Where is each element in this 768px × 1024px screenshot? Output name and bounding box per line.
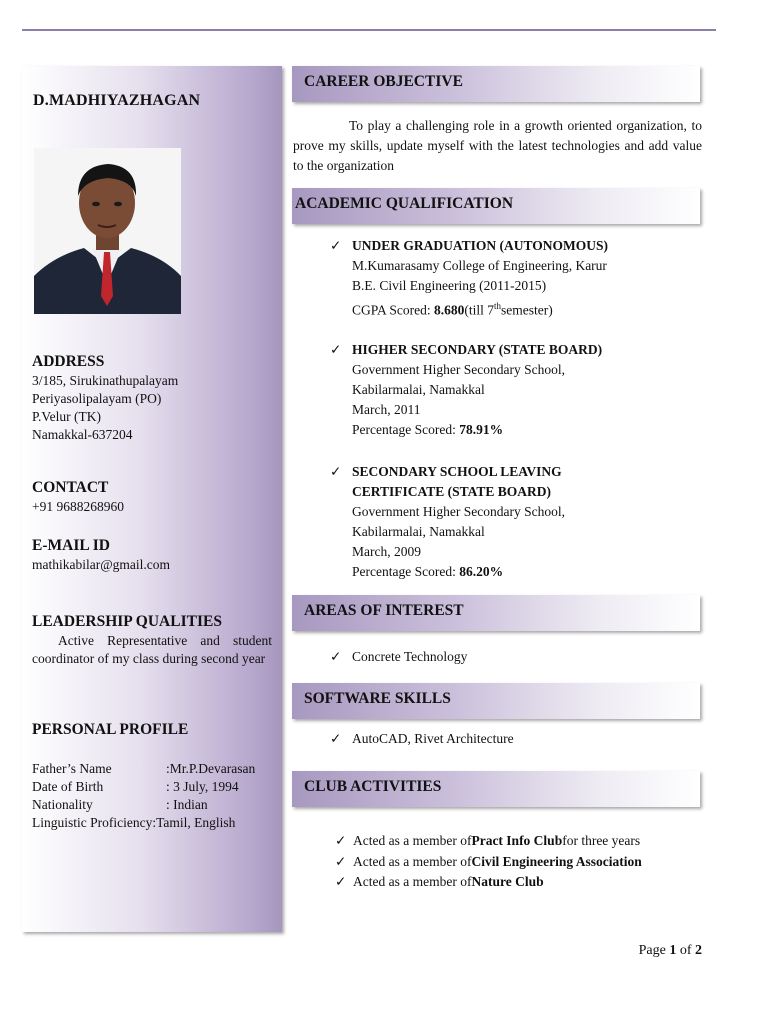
score-label: CGPA Scored: [352, 302, 435, 318]
score-note: semester) [501, 302, 553, 318]
address-heading: ADDRESS [32, 353, 105, 370]
list-item [335, 852, 642, 873]
qualification-title: SECONDARY SCHOOL LEAVING [352, 464, 562, 479]
profile-row [32, 814, 255, 832]
list-item [335, 872, 642, 893]
profile-key: Linguistic Proficiency: [32, 815, 157, 830]
qualification-title: HIGHER SECONDARY (STATE BOARD) [352, 342, 603, 357]
profile-key: Nationality [32, 797, 93, 812]
percentage-line [330, 562, 565, 582]
software-list [330, 729, 514, 750]
section-title: CLUB ACTIVITIES [304, 778, 442, 795]
ug-qualification [330, 236, 608, 321]
profile-key: Father’s Name [32, 761, 112, 776]
qualification-title-line2: CERTIFICATE (STATE BOARD) [352, 484, 552, 499]
profile-value: Tamil, English [156, 815, 236, 830]
address-line: P.Velur (TK) [32, 409, 101, 424]
qualification-title: UNDER GRADUATION (AUTONOMOUS) [352, 238, 609, 253]
club-prefix: Acted as a member of [353, 853, 472, 869]
club-prefix: Acted as a member of [353, 874, 472, 889]
profile-row [32, 778, 255, 796]
school-place: Kabilarmalai, Namakkal [352, 524, 485, 539]
top-divider [22, 29, 716, 31]
hsc-qualification [330, 340, 602, 440]
personal-profile-block [32, 720, 255, 832]
list-item [335, 831, 642, 852]
profile-row [32, 760, 255, 778]
list-item [330, 729, 514, 750]
percentage-line [330, 420, 602, 440]
score-note: (till 7 [464, 302, 495, 318]
club-name: Nature Club [471, 874, 544, 889]
check-icon: ✓ [335, 853, 347, 869]
academic-qualification-banner [292, 188, 700, 224]
passing-date: March, 2009 [352, 544, 421, 559]
software-item: AutoCAD, Rivet Architecture [352, 731, 514, 746]
leadership-block [32, 612, 272, 668]
club-list [335, 831, 642, 893]
club-prefix: Acted as a member of [353, 833, 472, 848]
club-suffix: for three years [562, 833, 641, 848]
profile-photo [34, 148, 181, 314]
club-name: Pract Info Club [471, 833, 563, 848]
club-activities-banner [292, 771, 700, 807]
email-address: mathikabilar@gmail.com [32, 557, 171, 572]
career-objective-text: To play a challenging role in a growth oriented organization, to prove my skills, update myself with the latest technologies and add value to the organization [293, 118, 702, 173]
degree-name: B.E. Civil Engineering (2011-2015) [352, 278, 547, 293]
page-of: of [676, 943, 695, 958]
personal-profile-heading: PERSONAL PROFILE [32, 721, 189, 738]
score-sup: th [494, 301, 502, 311]
section-title: SOFTWARE SKILLS [304, 690, 451, 707]
page-label: Page [638, 943, 670, 958]
interest-item: Concrete Technology [352, 649, 468, 664]
phone-number: +91 9688268960 [32, 499, 124, 514]
page-number [639, 943, 702, 959]
section-title: ACADEMIC QUALIFICATION [295, 195, 514, 212]
school-name: Government Higher Secondary School, [352, 362, 565, 377]
contact-heading: CONTACT [32, 479, 109, 496]
section-title: AREAS OF INTEREST [304, 602, 464, 619]
interest-list [330, 647, 467, 668]
profile-value: : 3 July, 1994 [166, 779, 239, 794]
check-icon: ✓ [330, 342, 342, 357]
club-name: Civil Engineering Association [471, 853, 642, 869]
leadership-text: Active Representative and student coordinator of my class during second year [32, 633, 272, 666]
email-heading: E-MAIL ID [32, 537, 110, 554]
profile-key: Date of Birth [32, 779, 104, 794]
email-block [32, 536, 170, 574]
profile-value: : Indian [166, 797, 208, 812]
section-title: CAREER OBJECTIVE [304, 73, 463, 90]
check-icon: ✓ [330, 731, 342, 746]
percentage-value: 86.20% [459, 564, 504, 579]
total-pages: 2 [695, 943, 702, 958]
profile-row [32, 796, 255, 814]
passing-date: March, 2011 [352, 402, 421, 417]
software-skills-banner [292, 683, 700, 719]
sslc-qualification [330, 462, 565, 582]
current-page: 1 [669, 943, 677, 958]
check-icon: ✓ [335, 874, 347, 889]
contact-block [32, 478, 124, 516]
address-line: Periyasolipalayam (PO) [32, 391, 162, 406]
address-line: Namakkal-637204 [32, 427, 133, 442]
list-item [330, 647, 467, 668]
address-line: 3/185, Sirukinathupalayam [32, 373, 179, 388]
address-block [32, 352, 178, 444]
profile-value: :Mr.P.Devarasan [166, 761, 256, 776]
school-place: Kabilarmalai, Namakkal [352, 382, 485, 397]
leadership-heading: LEADERSHIP QUALITIES [32, 613, 222, 630]
check-icon: ✓ [335, 833, 347, 848]
areas-of-interest-banner [292, 595, 700, 631]
score-label: Percentage Scored: [352, 422, 460, 437]
career-objective-banner [292, 66, 700, 102]
cgpa-value: 8.680 [434, 302, 465, 318]
school-name: Government Higher Secondary School, [352, 504, 565, 519]
check-icon: ✓ [330, 238, 342, 253]
profile-photo-image [34, 148, 181, 314]
college-name: M.Kumarasamy College of Engineering, Karur [352, 258, 607, 273]
candidate-name: D.MADHIYAZHAGAN [33, 92, 201, 109]
score-label: Percentage Scored: [352, 564, 460, 579]
percentage-value: 78.91% [459, 422, 504, 437]
cgpa-line [330, 296, 608, 321]
check-icon: ✓ [330, 649, 342, 664]
check-icon: ✓ [330, 464, 342, 479]
